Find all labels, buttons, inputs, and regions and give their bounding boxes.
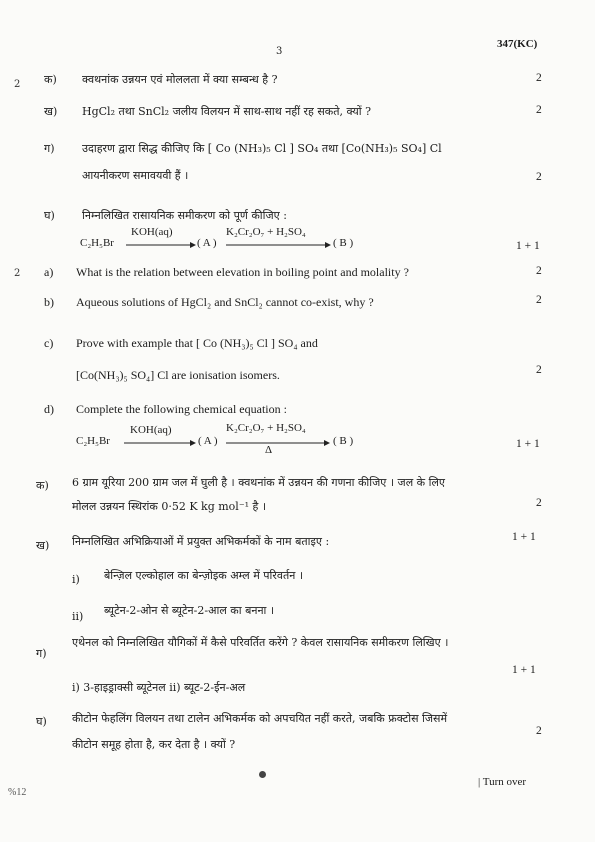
question-number: 2: [14, 268, 21, 279]
english-c-line1: Prove with example that [ Co (NH₃)₅ Cl ] SO₄ and: [76, 336, 318, 350]
english-d-text: Complete the following chemical equation :: [76, 402, 287, 416]
hindi-a-text: क्वथनांक उन्नयन एवं मोललता में क्या सम्बन्ध है ?: [82, 73, 278, 86]
english-d-product-b: ( B ): [333, 435, 354, 447]
english-d-product-a: ( A ): [198, 435, 218, 447]
q3-a-line1: 6 ग्राम यूरिया 200 ग्राम जल में घुली है । क्वथनांक में उन्नयन की गणना कीजिए । जल के लिए: [72, 476, 445, 489]
english-d-reagent2: K₂Cr₂O₇ + H₂SO₄: [226, 422, 306, 434]
q3-c-marks: 1 + 1: [512, 664, 536, 676]
english-d-reagent1: KOH(aq): [130, 424, 172, 436]
reaction-arrow-icon: [126, 241, 196, 249]
english-b-marks: 2: [536, 294, 542, 306]
hindi-a-label: क): [44, 73, 57, 86]
q3-b-text: निम्नलिखित अभिक्रियाओं में प्रयुक्त अभिकर्मकों के नाम बताइए :: [72, 535, 330, 548]
turn-over: | Turn over: [478, 776, 527, 788]
q3-b-ii-label: ii): [72, 610, 84, 623]
reaction-arrow-icon: [226, 439, 330, 447]
hindi-d-reagent2: K₂Cr₂O₇ + H₂SO₄: [226, 226, 306, 238]
margin-note: %12: [8, 787, 27, 798]
hindi-d-reagent1: KOH(aq): [131, 226, 173, 238]
hindi-b-text: HgCl₂ तथा SnCl₂ जलीय विलयन में साथ-साथ नहीं रह सकते, क्यों ?: [82, 105, 372, 118]
hindi-c-marks: 2: [536, 171, 542, 183]
q3-c-text: एथेनल को निम्नलिखित यौगिकों में कैसे परिवर्तित करेंगे ? केवल रासायनिक समीकरण लिखिए ।: [72, 636, 449, 649]
english-a-text: What is the relation between elevation in boiling point and molality ?: [76, 265, 409, 279]
english-b-text: Aqueous solutions of HgCl₂ and SnCl₂ cannot co-exist, why ?: [76, 295, 374, 309]
english-d-marks: 1 + 1: [516, 438, 540, 450]
q3-c-items: i) 3-हाइड्राक्सी ब्यूटेनल ii) ब्यूट-2-ईन-अल: [72, 681, 246, 694]
english-b-label: b): [44, 295, 54, 309]
hindi-c-label: ग): [44, 142, 55, 155]
english-a-marks: 2: [536, 265, 542, 277]
q3-d-line1: कीटोन फेहलिंग विलयन तथा टालेन अभिकर्मक को अपचयित नहीं करते, जबकि फ्रक्टोस जिसमें: [72, 712, 448, 725]
hindi-c-line2: आयनीकरण समावयवी हैं ।: [82, 169, 189, 182]
hindi-b-marks: 2: [536, 104, 542, 116]
english-c-label: c): [44, 336, 54, 350]
q3-d-line2: कीटोन समूह होता है, कर देता है । क्यों ?: [72, 738, 236, 751]
hindi-a-marks: 2: [536, 72, 542, 84]
page-number: 3: [276, 46, 283, 57]
hindi-d-marks: 1 + 1: [516, 240, 540, 252]
english-c-marks: 2: [536, 364, 542, 376]
english-c-line2: [Co(NH₃)₅ SO₄] Cl are ionisation isomers.: [76, 368, 280, 382]
q3-b-i-label: i): [72, 573, 80, 586]
hindi-d-product-a: ( A ): [197, 237, 217, 249]
q3-a-marks: 2: [536, 497, 542, 509]
hindi-b-label: ख): [44, 105, 58, 118]
q3-b-ii-text: ब्यूटेन-2-ओन से ब्यूटेन-2-आल का बनना ।: [104, 604, 275, 617]
q3-a-label: क): [36, 479, 49, 492]
english-d-reactant: C₂H₅Br: [76, 435, 110, 447]
hindi-c-line1: उदाहरण द्वारा सिद्ध कीजिए कि [ Co (NH₃)₅ Cl ] SO₄ तथा [Co(NH₃)₅ SO₄] Cl: [82, 142, 442, 155]
reaction-arrow-icon: [124, 439, 196, 447]
q3-c-label: ग): [36, 647, 47, 660]
bullet-dot-icon: [259, 771, 266, 778]
english-a-label: a): [44, 265, 54, 279]
q3-b-label: ख): [36, 539, 50, 552]
paper-code: 347(KC): [497, 38, 538, 50]
reaction-arrow-icon: [226, 241, 331, 249]
q3-b-i-text: बेन्ज़िल एल्कोहाल का बेन्ज़ोइक अम्ल में परिवर्तन ।: [104, 569, 304, 582]
heat-symbol: Δ: [265, 444, 273, 456]
question-number: 2: [14, 79, 21, 90]
q3-d-marks: 2: [536, 725, 542, 737]
q3-b-marks: 1 + 1: [512, 531, 536, 543]
q3-d-label: घ): [36, 715, 47, 728]
hindi-d-reactant: C₂H₅Br: [80, 237, 114, 249]
hindi-d-label: घ): [44, 209, 55, 222]
q3-a-line2: मोलल उन्नयन स्थिरांक 0·52 K kg mol⁻¹ है ।: [72, 500, 267, 513]
english-d-label: d): [44, 402, 54, 416]
hindi-d-product-b: ( B ): [333, 237, 354, 249]
hindi-d-text: निम्नलिखित रासायनिक समीकरण को पूर्ण कीजिए :: [82, 209, 287, 222]
